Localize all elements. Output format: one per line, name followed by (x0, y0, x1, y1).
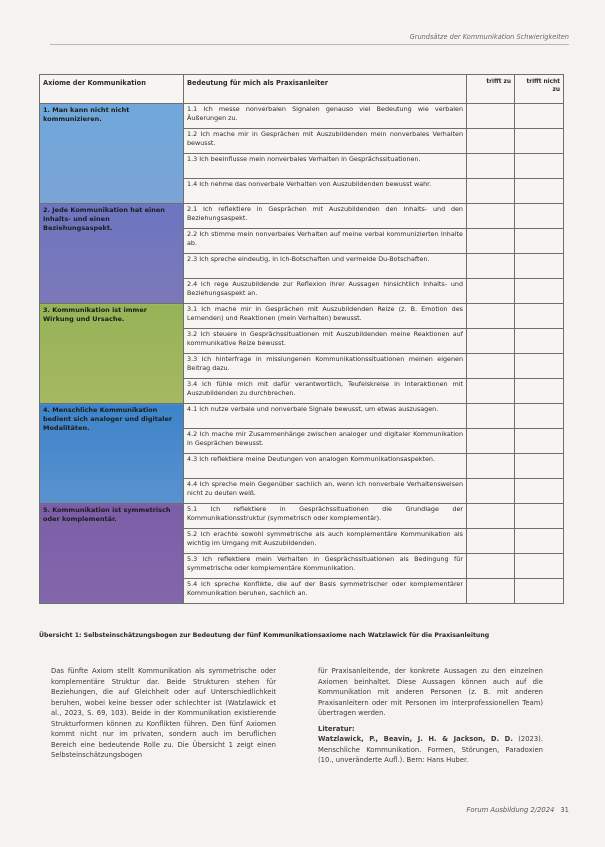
statement-5-4: 5.4 Ich spreche Konflikte, die auf der Basis symmetrischer oder komplementärer Kommunikation beruhen, sachlich an. (184, 579, 467, 604)
running-head: Grundsätze der Kommunikation Schwierigkeiten (409, 33, 569, 41)
checkbox-applies-1-3[interactable] (467, 154, 515, 179)
statement-5-1: 5.1 Ich reflektiere in Gesprächssituationen die Grundlage der Kommunikationsstruktur (symmetrisch oder komplementär). (184, 504, 467, 529)
statement-4-4: 4.4 Ich spreche mein Gegenüber sachlich an, wenn ich nonverbale Verhaltensweisen nicht zu deuten weiß. (184, 479, 467, 504)
checkbox-applies-4-1[interactable] (467, 404, 515, 429)
checkbox-not-applies-1-2[interactable] (515, 129, 564, 154)
table-row (40, 404, 564, 429)
checkbox-applies-3-4[interactable] (467, 379, 515, 404)
statement-1-4: 1.4 Ich nehme das nonverbale Verhalten von Auszubildenden bewusst wahr. (184, 179, 467, 204)
statement-5-3: 5.3 Ich reflektiere mein Verhalten in Gesprächssituationen als Bedingung für symmetrische oder komplementäre Kommunikation. (184, 554, 467, 579)
table-row (40, 204, 564, 229)
table-caption: Übersicht 1: Selbsteinschätzungsbogen zur Bedeutung der fünf Kommunikationsaxiome nach Watzlawick für die Praxisanleitung (39, 632, 490, 639)
checkbox-not-applies-3-2[interactable] (515, 329, 564, 354)
checkbox-applies-1-2[interactable] (467, 129, 515, 154)
statement-3-1: 3.1 Ich mache mir in Gesprächen mit Auszubildenden Reize (z. B. Emotion des Lernenden) und Reaktionen (mein Verhalten) bewusst. (184, 304, 467, 329)
page-footer (466, 806, 569, 814)
table-header-row (40, 75, 564, 104)
axiom-1-label: 1. Man kann nicht nicht kommunizieren. (40, 104, 184, 204)
checkbox-not-applies-5-3[interactable] (515, 554, 564, 579)
checkbox-not-applies-1-3[interactable] (515, 154, 564, 179)
header-meaning: Bedeutung für mich als Praxisanleiter (184, 75, 467, 104)
table-row (40, 104, 564, 129)
checkbox-not-applies-3-1[interactable] (515, 304, 564, 329)
statement-2-1: 2.1 Ich reflektiere in Gesprächen mit Auszubildenden den Inhalts- und den Beziehungsaspekt. (184, 204, 467, 229)
checkbox-applies-5-2[interactable] (467, 529, 515, 554)
checkbox-applies-2-4[interactable] (467, 279, 515, 304)
literature-heading: Literatur: (318, 724, 355, 733)
checkbox-applies-1-4[interactable] (467, 179, 515, 204)
checkbox-not-applies-3-3[interactable] (515, 354, 564, 379)
checkbox-not-applies-1-4[interactable] (515, 179, 564, 204)
statement-4-2: 4.2 Ich mache mir Zusammenhänge zwischen analoger und digitaler Kommunikation in Gesprächen bewusst. (184, 429, 467, 454)
checkbox-applies-5-1[interactable] (467, 504, 515, 529)
checkbox-not-applies-2-2[interactable] (515, 229, 564, 254)
body-paragraph: Das fünfte Axiom stellt Kommunikation als symmetrische oder komplementäre Struktur dar. Beide Strukturen stehen für Beziehungen, die auf Gleichheit oder auf Unterschiedlichkeit beruhen, wobei keine besser oder schlechter ist (Watzlawick et al., 2023, S. 69, 103). Beide in der Kommunikation existierende Strukturformen können zu Konflikten führen. Den fünf Axiomen kommt nicht nur im privaten, sondern auch im beruflichen Bereich eine bedeutende Rolle zu. Die Übersicht 1 zeigt einen Selbsteinschätzungsbogen (51, 667, 276, 760)
body-paragraph: für Praxisanleitende, der konkrete Aussagen zu den einzelnen Axiomen beinhaltet. Diese Aussagen können auch auf die Kommunikation mit anderen Personen (z. B. mit anderen Praxisanleitern oder mit Personen im interprofessionellen Team) übertragen werden. (318, 667, 543, 718)
checkbox-not-applies-5-1[interactable] (515, 504, 564, 529)
checkbox-applies-3-2[interactable] (467, 329, 515, 354)
statement-5-2: 5.2 Ich erachte sowohl symmetrische als auch komplementäre Kommunikation als wichtig im Umgang mit Auszubildenden. (184, 529, 467, 554)
statement-1-2: 1.2 Ich mache mir in Gesprächen mit Auszubildenden mein nonverbales Verhalten bewusst. (184, 129, 467, 154)
axiom-5-label: 5. Kommunikation ist symmetrisch oder komplementär. (40, 504, 184, 604)
table-row (40, 304, 564, 329)
axiom-4-label: 4. Menschliche Kommunikation bedient sich analoger und digitaler Modalitäten. (40, 404, 184, 504)
checkbox-applies-2-3[interactable] (467, 254, 515, 279)
checkbox-not-applies-1-1[interactable] (515, 104, 564, 129)
statement-4-3: 4.3 Ich reflektiere meine Deutungen von analogen Kommunikationsaspekten. (184, 454, 467, 479)
statement-3-3: 3.3 Ich hinterfrage in misslungenen Kommunikationssituationen meinen eigenen Beitrag dazu. (184, 354, 467, 379)
statement-1-1: 1.1 Ich messe nonverbalen Signalen genauso viel Bedeutung wie verbalen Äußerungen zu. (184, 104, 467, 129)
literature-entry (318, 734, 543, 766)
checkbox-not-applies-4-2[interactable] (515, 429, 564, 454)
checkbox-not-applies-3-4[interactable] (515, 379, 564, 404)
checkbox-applies-4-2[interactable] (467, 429, 515, 454)
checkbox-not-applies-2-4[interactable] (515, 279, 564, 304)
checkbox-applies-3-1[interactable] (467, 304, 515, 329)
checkbox-not-applies-4-3[interactable] (515, 454, 564, 479)
page-number: 31 (560, 806, 569, 814)
checkbox-applies-4-4[interactable] (467, 479, 515, 504)
checkbox-applies-5-3[interactable] (467, 554, 515, 579)
header-not-applies: trifft nicht zu (515, 75, 564, 104)
literature-authors: Watzlawick, P., Beavin, J. H. & Jackson, D. D. (318, 735, 513, 744)
statement-3-2: 3.2 Ich steuere in Gesprächssituationen mit Auszubildenden meine Reaktionen auf kommunikative Reize bewusst. (184, 329, 467, 354)
checkbox-not-applies-5-2[interactable] (515, 529, 564, 554)
axiom-2-label: 2. Jede Kommunikation hat einen Inhalts- und einen Beziehungsaspekt. (40, 204, 184, 304)
header-rule (50, 44, 569, 45)
checkbox-applies-5-4[interactable] (467, 579, 515, 604)
statement-3-4: 3.4 Ich fühle mich mit dafür verantwortlich, Teufelskreise in Interaktionen mit Auszubildenden zu durchbrechen. (184, 379, 467, 404)
checkbox-applies-3-3[interactable] (467, 354, 515, 379)
checkbox-applies-2-1[interactable] (467, 204, 515, 229)
header-axiom: Axiome der Kommunikation (40, 75, 184, 104)
body-column-left (51, 666, 276, 761)
table-row (40, 504, 564, 529)
statement-2-4: 2.4 Ich rege Auszubildende zur Reflexion ihrer Aussagen hinsichtlich Inhalts- und Beziehungsaspekt an. (184, 279, 467, 304)
checkbox-not-applies-5-4[interactable] (515, 579, 564, 604)
checkbox-not-applies-4-4[interactable] (515, 479, 564, 504)
checkbox-not-applies-2-1[interactable] (515, 204, 564, 229)
literature-details: (2023). Menschliche Kommunikation. Formen, Störungen, Paradoxien (10., unveränderte Aufl.). Bern: Hans Huber. (318, 735, 543, 765)
statement-2-3: 2.3 Ich spreche eindeutig, in Ich-Botschaften und vermeide Du-Botschaften. (184, 254, 467, 279)
statement-1-3: 1.3 Ich beeinflusse mein nonverbales Verhalten in Gesprächssituationen. (184, 154, 467, 179)
checkbox-applies-2-2[interactable] (467, 229, 515, 254)
self-assessment-table (39, 74, 564, 604)
body-column-right (318, 666, 543, 766)
checkbox-not-applies-2-3[interactable] (515, 254, 564, 279)
checkbox-applies-1-1[interactable] (467, 104, 515, 129)
statement-4-1: 4.1 Ich nutze verbale und nonverbale Signale bewusst, um etwas auszusagen. (184, 404, 467, 429)
axiom-3-label: 3. Kommunikation ist immer Wirkung und Ursache. (40, 304, 184, 404)
statement-2-2: 2.2 Ich stimme mein nonverbales Verhalten auf meine verbal kommunizierten Inhalte ab. (184, 229, 467, 254)
journal-name: Forum Ausbildung 2/2024 (466, 806, 555, 814)
header-applies: trifft zu (467, 75, 515, 104)
checkbox-not-applies-4-1[interactable] (515, 404, 564, 429)
checkbox-applies-4-3[interactable] (467, 454, 515, 479)
